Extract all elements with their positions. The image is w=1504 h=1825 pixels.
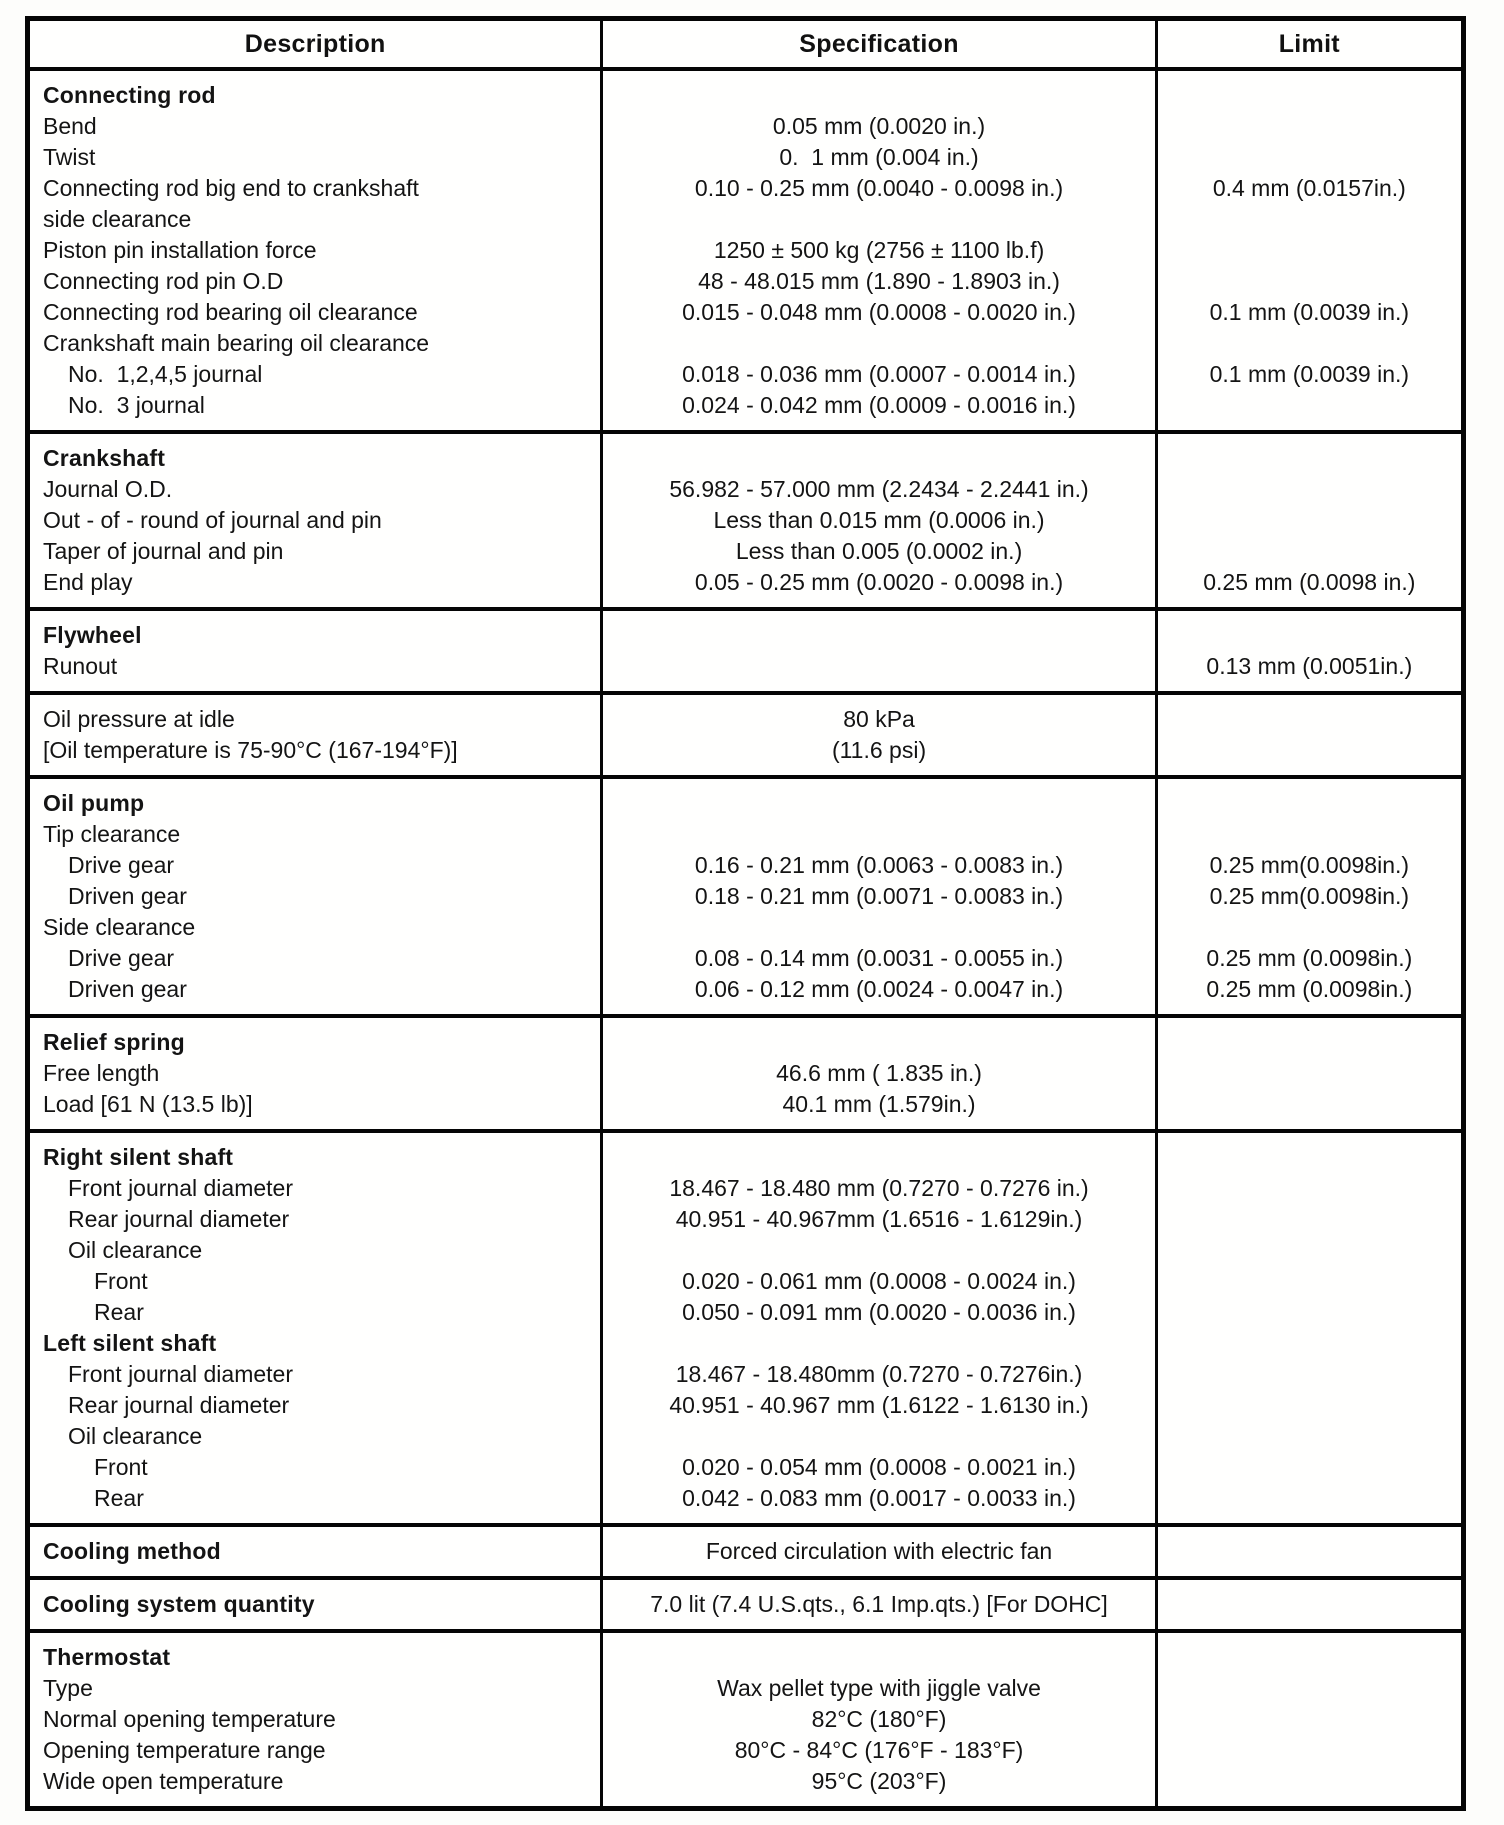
- connecting-rod-description-cell: [28, 69, 602, 432]
- silent-shafts-description-cell: [28, 1131, 602, 1525]
- section-row-thermostat: [28, 1631, 1464, 1809]
- specification-line: 0.015 - 0.048 mm (0.0008 - 0.0020 in.): [682, 299, 1076, 325]
- limit-line: [1158, 266, 1461, 297]
- description-line: Flywheel: [43, 622, 142, 648]
- limit-line: [1158, 328, 1461, 359]
- limit-line: [1158, 819, 1461, 850]
- cooling-system-quantity-description-cell: [28, 1578, 602, 1631]
- limit-line: 0.4 mm (0.0157in.): [1212, 175, 1406, 201]
- specification-line: [603, 912, 1154, 943]
- description-line: Rear journal diameter: [68, 1392, 290, 1418]
- connecting-rod-limit-cell: [1156, 69, 1463, 432]
- specification-line: 40.951 - 40.967mm (1.6516 - 1.6129in.): [675, 1206, 1083, 1232]
- section-row-oil-pressure: [28, 693, 1464, 777]
- limit-line: [1158, 1421, 1461, 1452]
- limit-line: [1158, 704, 1461, 735]
- limit-line: [1158, 1173, 1461, 1204]
- section-row-relief-spring: [28, 1016, 1464, 1131]
- limit-line: [1158, 235, 1461, 266]
- description-line: Rear: [94, 1485, 144, 1511]
- section-row-oil-pump: [28, 777, 1464, 1016]
- flywheel-description-cell: [28, 609, 602, 693]
- description-line: Cooling method: [43, 1538, 221, 1564]
- limit-line: [1158, 1266, 1461, 1297]
- limit-line: [1158, 1536, 1461, 1567]
- specification-line: [603, 1235, 1154, 1266]
- specification-line: [603, 1328, 1154, 1359]
- description-line: Taper of journal and pin: [43, 538, 284, 564]
- table-body: [28, 69, 1464, 1809]
- limit-line: [1158, 735, 1461, 766]
- description-line: Side clearance: [43, 914, 196, 940]
- description-line: Oil clearance: [68, 1237, 203, 1263]
- description-line: End play: [43, 569, 133, 595]
- cooling-method-specification-cell: [602, 1525, 1156, 1578]
- specification-line: 0.024 - 0.042 mm (0.0009 - 0.0016 in.): [682, 392, 1076, 418]
- limit-line: [1158, 505, 1461, 536]
- relief-spring-description-cell: [28, 1016, 602, 1131]
- specification-line: 0.16 - 0.21 mm (0.0063 - 0.0083 in.): [694, 852, 1064, 878]
- limit-line: [1158, 536, 1461, 567]
- limit-line: 0.1 mm (0.0039 in.): [1209, 299, 1410, 325]
- crankshaft-specification-cell: [602, 432, 1156, 609]
- cooling-system-quantity-limit-cell: [1156, 1578, 1463, 1631]
- description-line: Journal O.D.: [43, 476, 173, 502]
- thermostat-description-cell: [28, 1631, 602, 1809]
- limit-line: [1158, 1328, 1461, 1359]
- specification-line: Forced circulation with electric fan: [705, 1538, 1053, 1564]
- specification-line: 1250 ± 500 kg (2756 ± 1100 lb.f): [713, 237, 1045, 263]
- description-line: Front: [94, 1268, 148, 1294]
- crankshaft-limit-cell: [1156, 432, 1463, 609]
- specification-line: [603, 788, 1154, 819]
- limit-line: [1158, 80, 1461, 111]
- limit-line: 0.25 mm(0.0098in.): [1209, 883, 1410, 909]
- section-row-connecting-rod: [28, 69, 1464, 432]
- flywheel-specification-cell: [602, 609, 1156, 693]
- specification-line: [603, 80, 1154, 111]
- specification-line: 0.042 - 0.083 mm (0.0017 - 0.0033 in.): [682, 1485, 1076, 1511]
- description-line: Twist: [43, 144, 96, 170]
- specification-line: 0.020 - 0.054 mm (0.0008 - 0.0021 in.): [682, 1454, 1076, 1480]
- limit-line: [1158, 912, 1461, 943]
- column-header-limit: Limit: [1156, 19, 1463, 70]
- limit-line: [1158, 142, 1461, 173]
- section-row-silent-shafts: [28, 1131, 1464, 1525]
- limit-line: [1158, 1058, 1461, 1089]
- silent-shafts-limit-cell: [1156, 1131, 1463, 1525]
- specification-line: 0.05 - 0.25 mm (0.0020 - 0.0098 in.): [694, 569, 1064, 595]
- header-row: [28, 19, 1464, 70]
- limit-line: [1158, 1027, 1461, 1058]
- limit-line: [1158, 111, 1461, 142]
- specification-line: 46.6 mm ( 1.835 in.): [776, 1060, 982, 1086]
- description-line: Rear journal diameter: [68, 1206, 290, 1232]
- specification-line: [603, 443, 1154, 474]
- crankshaft-description-cell: [28, 432, 602, 609]
- specification-line: [603, 1142, 1154, 1173]
- specification-line: 48 - 48.015 mm (1.890 - 1.8903 in.): [698, 268, 1060, 294]
- limit-line: 0.25 mm (0.0098in.): [1206, 976, 1413, 1002]
- oil-pressure-description-cell: [28, 693, 602, 777]
- limit-line: [1158, 788, 1461, 819]
- description-line: Connecting rod big end to crankshaft: [43, 175, 419, 201]
- specification-line: (11.6 psi): [831, 737, 927, 763]
- description-line: Relief spring: [43, 1029, 185, 1055]
- flywheel-limit-cell: [1156, 609, 1463, 693]
- specification-line: 18.467 - 18.480mm (0.7270 - 0.7276in.): [675, 1361, 1083, 1387]
- description-line: Crankshaft: [43, 445, 166, 471]
- limit-line: [1158, 1390, 1461, 1421]
- description-line: Opening temperature range: [43, 1737, 326, 1763]
- description-line: Front journal diameter: [68, 1361, 293, 1387]
- description-line: Type: [43, 1675, 93, 1701]
- description-line: Thermostat: [43, 1644, 171, 1670]
- limit-line: [1158, 1704, 1461, 1735]
- description-line: Right silent shaft: [43, 1144, 234, 1170]
- engine-spec-table: [25, 16, 1466, 1811]
- cooling-system-quantity-specification-cell: [602, 1578, 1156, 1631]
- silent-shafts-specification-cell: [602, 1131, 1156, 1525]
- oil-pressure-specification-cell: [602, 693, 1156, 777]
- specification-line: 7.0 lit (7.4 U.S.qts., 6.1 Imp.qts.) [For DOHC]: [650, 1591, 1108, 1617]
- description-line: Oil clearance: [68, 1423, 203, 1449]
- specification-line: 0. 1 mm (0.004 in.): [779, 144, 979, 170]
- thermostat-limit-cell: [1156, 1631, 1463, 1809]
- description-line: Piston pin installation force: [43, 237, 317, 263]
- description-line: Left silent shaft: [43, 1330, 217, 1356]
- specification-line: 0.10 - 0.25 mm (0.0040 - 0.0098 in.): [694, 175, 1064, 201]
- specification-line: [603, 328, 1154, 359]
- description-line: Connecting rod pin O.D: [43, 268, 284, 294]
- limit-line: [1158, 204, 1461, 235]
- description-line: No. 3 journal: [68, 392, 205, 418]
- limit-line: [1158, 443, 1461, 474]
- oil-pump-specification-cell: [602, 777, 1156, 1016]
- description-line: Free length: [43, 1060, 160, 1086]
- description-line: Runout: [43, 653, 118, 679]
- description-line: Rear: [94, 1299, 144, 1325]
- description-line: Driven gear: [68, 883, 187, 909]
- specification-line: Less than 0.015 mm (0.0006 in.): [713, 507, 1045, 533]
- limit-line: [1158, 1204, 1461, 1235]
- section-row-cooling-method: [28, 1525, 1464, 1578]
- limit-line: 0.1 mm (0.0039 in.): [1209, 361, 1410, 387]
- specification-line: 0.050 - 0.091 mm (0.0020 - 0.0036 in.): [682, 1299, 1076, 1325]
- thermostat-specification-cell: [602, 1631, 1156, 1809]
- limit-line: [1158, 1359, 1461, 1390]
- specification-line: [603, 620, 1154, 651]
- specification-line: [603, 1421, 1154, 1452]
- section-row-cooling-system-quantity: [28, 1578, 1464, 1631]
- relief-spring-limit-cell: [1156, 1016, 1463, 1131]
- limit-line: [1158, 1483, 1461, 1514]
- description-line: Connecting rod bearing oil clearance: [43, 299, 418, 325]
- description-line: Connecting rod: [43, 82, 216, 108]
- description-line: Front journal diameter: [68, 1175, 293, 1201]
- specification-line: 18.467 - 18.480 mm (0.7270 - 0.7276 in.): [669, 1175, 1089, 1201]
- oil-pressure-limit-cell: [1156, 693, 1463, 777]
- specification-line: 95°C (203°F): [811, 1768, 947, 1794]
- specification-line: 40.1 mm (1.579in.): [782, 1091, 976, 1117]
- specification-line: 56.982 - 57.000 mm (2.2434 - 2.2441 in.): [669, 476, 1089, 502]
- description-line: Load [61 N (13.5 lb)]: [43, 1091, 253, 1117]
- limit-line: [1158, 1142, 1461, 1173]
- specification-line: [603, 819, 1154, 850]
- connecting-rod-specification-cell: [602, 69, 1156, 432]
- limit-line: [1158, 1297, 1461, 1328]
- description-line: Oil pressure at idle: [43, 706, 235, 732]
- description-line: Front: [94, 1454, 148, 1480]
- specification-line: 0.05 mm (0.0020 in.): [772, 113, 986, 139]
- specification-line: 0.018 - 0.036 mm (0.0007 - 0.0014 in.): [682, 361, 1076, 387]
- description-line: side clearance: [43, 206, 192, 232]
- specification-line: 80 kPa: [843, 706, 915, 732]
- specification-line: 82°C (180°F): [811, 1706, 947, 1732]
- specification-line: [603, 204, 1154, 235]
- description-line: Out - of - round of journal and pin: [43, 507, 382, 533]
- limit-line: [1158, 1589, 1461, 1620]
- specification-line: 0.06 - 0.12 mm (0.0024 - 0.0047 in.): [694, 976, 1064, 1002]
- description-line: [Oil temperature is 75-90°C (167-194°F)]: [43, 737, 458, 763]
- specification-line: 0.18 - 0.21 mm (0.0071 - 0.0083 in.): [694, 883, 1064, 909]
- specification-line: [603, 651, 1154, 682]
- limit-line: [1158, 1089, 1461, 1120]
- limit-line: [1158, 390, 1461, 421]
- description-line: Drive gear: [68, 945, 175, 971]
- description-line: Drive gear: [68, 852, 175, 878]
- limit-line: [1158, 1735, 1461, 1766]
- description-line: Wide open temperature: [43, 1768, 284, 1794]
- specification-line: [603, 1642, 1154, 1673]
- relief-spring-specification-cell: [602, 1016, 1156, 1131]
- limit-line: [1158, 1642, 1461, 1673]
- description-line: Crankshaft main bearing oil clearance: [43, 330, 430, 356]
- specification-line: 80°C - 84°C (176°F - 183°F): [734, 1737, 1024, 1763]
- limit-line: 0.13 mm (0.0051in.): [1206, 653, 1413, 679]
- cooling-method-limit-cell: [1156, 1525, 1463, 1578]
- limit-line: [1158, 1766, 1461, 1797]
- section-row-flywheel: [28, 609, 1464, 693]
- limit-line: [1158, 1673, 1461, 1704]
- limit-line: 0.25 mm (0.0098in.): [1206, 945, 1413, 971]
- specification-line: 40.951 - 40.967 mm (1.6122 - 1.6130 in.): [669, 1392, 1089, 1418]
- oil-pump-description-cell: [28, 777, 602, 1016]
- description-line: No. 1,2,4,5 journal: [68, 361, 263, 387]
- oil-pump-limit-cell: [1156, 777, 1463, 1016]
- specification-line: 0.020 - 0.061 mm (0.0008 - 0.0024 in.): [682, 1268, 1076, 1294]
- limit-line: [1158, 1452, 1461, 1483]
- description-line: Bend: [43, 113, 97, 139]
- section-row-crankshaft: [28, 432, 1464, 609]
- column-header-description: Description: [28, 19, 602, 70]
- limit-line: 0.25 mm(0.0098in.): [1209, 852, 1410, 878]
- description-line: Tip clearance: [43, 821, 181, 847]
- limit-line: [1158, 620, 1461, 651]
- specification-line: Less than 0.005 (0.0002 in.): [735, 538, 1023, 564]
- description-line: Cooling system quantity: [43, 1591, 315, 1617]
- cooling-method-description-cell: [28, 1525, 602, 1578]
- specification-line: Wax pellet type with jiggle valve: [717, 1675, 1041, 1701]
- specification-line: [603, 1027, 1154, 1058]
- description-line: Driven gear: [68, 976, 187, 1002]
- limit-line: [1158, 474, 1461, 505]
- description-line: Oil pump: [43, 790, 145, 816]
- limit-line: [1158, 1235, 1461, 1266]
- description-line: Normal opening temperature: [43, 1706, 336, 1732]
- column-header-specification: Specification: [602, 19, 1156, 70]
- specification-line: 0.08 - 0.14 mm (0.0031 - 0.0055 in.): [694, 945, 1064, 971]
- limit-line: 0.25 mm (0.0098 in.): [1203, 569, 1416, 595]
